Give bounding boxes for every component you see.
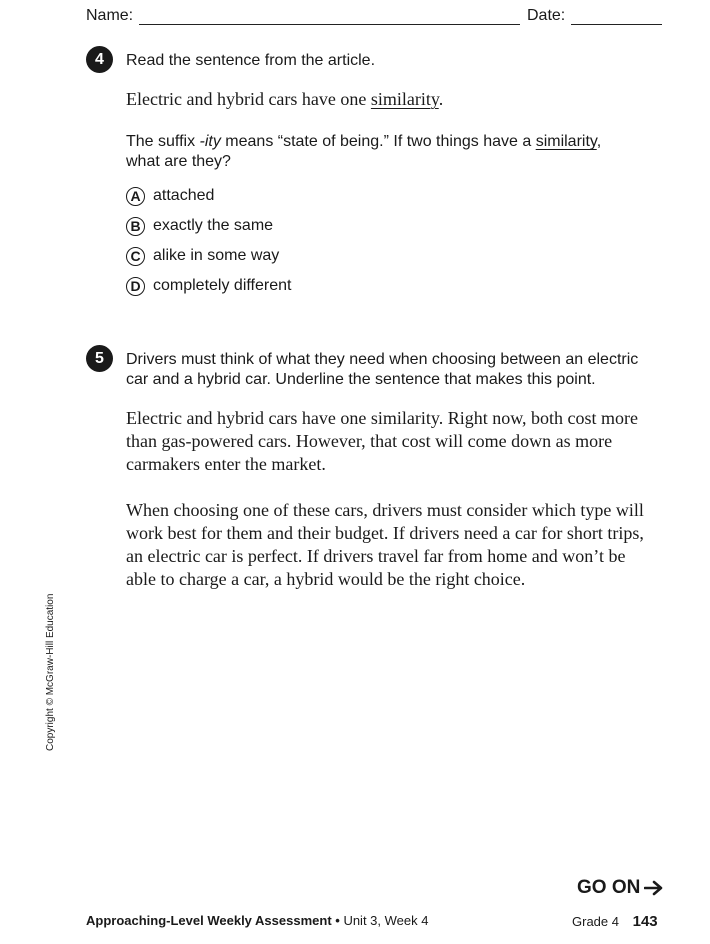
question-4-number: 4 [86,46,113,73]
page-number: 143 [632,913,658,930]
question-4-prompt: Read the sentence from the article. [126,52,376,69]
option-a[interactable] [126,185,291,207]
option-c-bubble[interactable]: C [126,247,145,266]
passage-paragraph-1[interactable] [126,407,638,476]
question-line-2: what are they? [126,153,231,170]
footer-bullet: • [331,913,344,928]
passage-line[interactable]: work best for them and their budget. If drivers need a car for short trips, [126,523,644,543]
quote-text: Electric and hybrid cars have one [126,89,371,109]
question-5-prompt [126,350,638,390]
question-line-1 [126,132,601,152]
option-d-text: completely different [153,277,292,294]
option-c[interactable] [126,245,291,267]
question-4-quote [126,88,443,111]
passage-line[interactable]: carmakers enter the market. [126,454,326,474]
quote-period: . [438,89,444,109]
question-underlined-word: similarity [535,133,597,150]
option-a-text: attached [153,187,215,204]
copyright-notice: Copyright © McGraw-Hill Education [45,593,56,751]
answer-options [126,185,291,297]
option-b-bubble[interactable]: B [126,217,145,236]
option-b-text: exactly the same [153,217,274,234]
footer-grade-page [572,913,658,930]
question-text-b: means “state of being.” If two things have a [220,133,536,150]
option-b[interactable] [126,215,291,237]
passage-line[interactable]: able to charge a car, a hybrid would be the right choice. [126,569,526,589]
question-comma: , [596,133,602,150]
date-label: Date: [527,7,566,24]
quote-underlined-word: similarity [370,89,439,109]
date-field-line[interactable] [571,24,662,25]
passage-line[interactable]: than gas-powered cars. However, that cost will come down as more [126,431,613,451]
name-label: Name: [86,7,134,24]
question-4-question [126,132,601,172]
unit-week: Unit 3, Week 4 [343,913,429,928]
passage-line[interactable]: an electric car is perfect. If drivers travel far from home and won’t be [126,546,626,566]
prompt-line-2: car and a hybrid car. Underline the sentence that makes this point. [126,371,596,388]
arrow-right-icon [644,880,664,896]
go-on-indicator [577,877,664,899]
passage-line[interactable]: Electric and hybrid cars have one similarity. Right now, both cost more [126,408,639,428]
passage-line[interactable]: When choosing one of these cars, drivers must consider which type will [126,500,644,520]
suffix-ity: -ity [199,133,221,150]
footer-assessment [86,913,428,928]
option-c-text: alike in some way [153,247,280,264]
option-d[interactable] [126,275,291,297]
question-text-a: The suffix [126,133,200,150]
passage-paragraph-2[interactable] [126,499,644,591]
assessment-title: Approaching-Level Weekly Assessment [86,913,332,928]
prompt-line-1: Drivers must think of what they need when choosing between an electric [126,351,639,368]
option-d-bubble[interactable]: D [126,277,145,296]
name-field-line[interactable] [139,24,520,25]
option-a-bubble[interactable]: A [126,187,145,206]
grade-label: Grade 4 [572,914,619,929]
question-5-number: 5 [86,345,113,372]
go-on-label: GO ON [577,877,641,898]
